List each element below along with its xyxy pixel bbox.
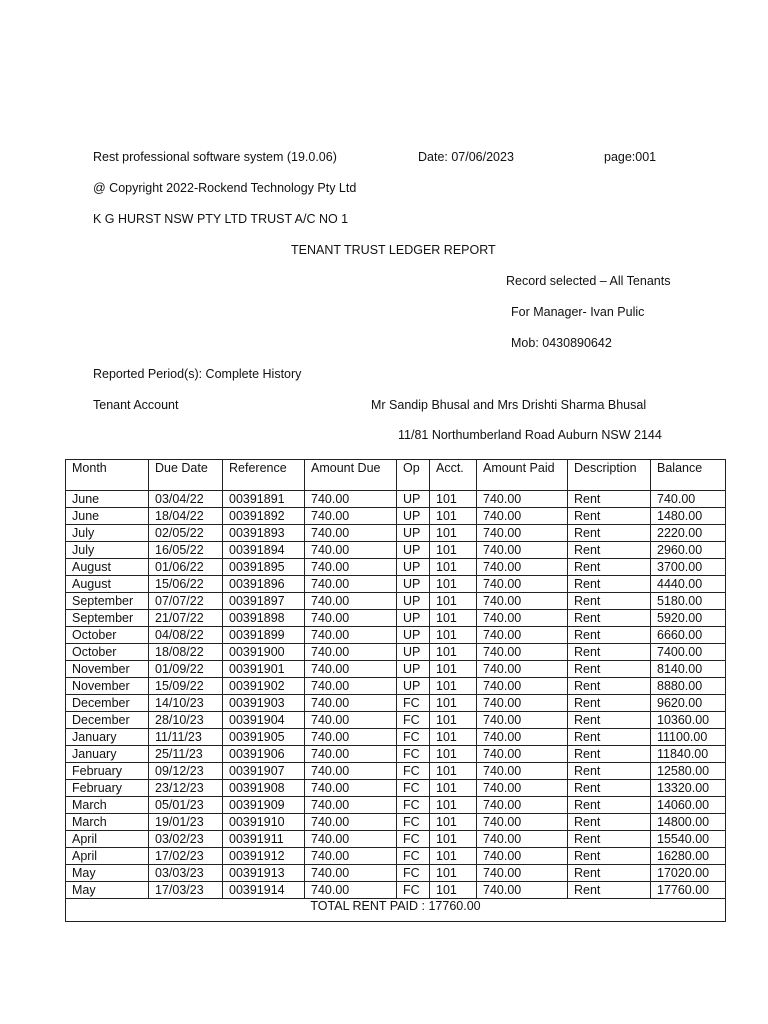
- cell-acct: 101: [430, 882, 477, 899]
- cell-month: March: [66, 814, 149, 831]
- cell-balance: 740.00: [651, 491, 726, 508]
- tenant-address: 11/81 Northumberland Road Auburn NSW 2144: [398, 428, 662, 442]
- cell-amount-paid: 740.00: [477, 593, 568, 610]
- cell-description: Rent: [568, 831, 651, 848]
- table-row: [66, 729, 726, 746]
- cell-month: December: [66, 712, 149, 729]
- cell-amount-paid: 740.00: [477, 848, 568, 865]
- cell-acct: 101: [430, 729, 477, 746]
- cell-amount-paid: 740.00: [477, 814, 568, 831]
- cell-reference: 00391908: [223, 780, 305, 797]
- cell-description: Rent: [568, 780, 651, 797]
- cell-due-date: 21/07/22: [149, 610, 223, 627]
- cell-op: UP: [397, 559, 430, 576]
- cell-reference: 00391902: [223, 678, 305, 695]
- cell-amount-due: 740.00: [305, 729, 397, 746]
- cell-balance: 8140.00: [651, 661, 726, 678]
- cell-amount-paid: 740.00: [477, 525, 568, 542]
- cell-op: FC: [397, 695, 430, 712]
- cell-month: February: [66, 763, 149, 780]
- cell-month: May: [66, 882, 149, 899]
- cell-amount-paid: 740.00: [477, 644, 568, 661]
- cell-op: FC: [397, 729, 430, 746]
- cell-op: FC: [397, 882, 430, 899]
- cell-description: Rent: [568, 882, 651, 899]
- cell-due-date: 23/12/23: [149, 780, 223, 797]
- cell-acct: 101: [430, 865, 477, 882]
- cell-description: Rent: [568, 508, 651, 525]
- cell-balance: 14800.00: [651, 814, 726, 831]
- trust-account-name: K G HURST NSW PTY LTD TRUST A/C NO 1: [93, 212, 349, 226]
- reported-period: Reported Period(s): Complete History: [93, 367, 302, 381]
- cell-op: FC: [397, 746, 430, 763]
- cell-reference: 00391901: [223, 661, 305, 678]
- cell-amount-paid: 740.00: [477, 542, 568, 559]
- cell-due-date: 28/10/23: [149, 712, 223, 729]
- cell-amount-paid: 740.00: [477, 729, 568, 746]
- cell-op: FC: [397, 797, 430, 814]
- cell-balance: 4440.00: [651, 576, 726, 593]
- table-row: [66, 610, 726, 627]
- cell-acct: 101: [430, 542, 477, 559]
- table-row: [66, 712, 726, 729]
- cell-amount-due: 740.00: [305, 542, 397, 559]
- cell-reference: 00391909: [223, 797, 305, 814]
- cell-due-date: 05/01/23: [149, 797, 223, 814]
- cell-acct: 101: [430, 712, 477, 729]
- cell-op: FC: [397, 831, 430, 848]
- cell-acct: 101: [430, 491, 477, 508]
- cell-due-date: 02/05/22: [149, 525, 223, 542]
- cell-amount-paid: 740.00: [477, 780, 568, 797]
- ledger-table: [65, 459, 726, 922]
- cell-reference: 00391897: [223, 593, 305, 610]
- tenant-names: Mr Sandip Bhusal and Mrs Drishti Sharma Bhusal: [371, 398, 647, 412]
- copyright-line: @ Copyright 2022-Rockend Technology Pty Ltd: [93, 181, 357, 195]
- cell-amount-paid: 740.00: [477, 610, 568, 627]
- table-row: [66, 559, 726, 576]
- col-acct-header: Acct.: [430, 460, 477, 491]
- cell-month: May: [66, 865, 149, 882]
- col-amount-due-header: Amount Due: [305, 460, 397, 491]
- cell-balance: 5920.00: [651, 610, 726, 627]
- cell-reference: 00391894: [223, 542, 305, 559]
- cell-due-date: 01/06/22: [149, 559, 223, 576]
- table-row: [66, 882, 726, 899]
- cell-op: UP: [397, 610, 430, 627]
- cell-amount-due: 740.00: [305, 508, 397, 525]
- cell-reference: 00391893: [223, 525, 305, 542]
- cell-month: August: [66, 559, 149, 576]
- table-row: [66, 525, 726, 542]
- cell-reference: 00391905: [223, 729, 305, 746]
- table-row: [66, 746, 726, 763]
- cell-reference: 00391898: [223, 610, 305, 627]
- table-row: [66, 814, 726, 831]
- table-row: [66, 797, 726, 814]
- cell-balance: 7400.00: [651, 644, 726, 661]
- cell-amount-paid: 740.00: [477, 797, 568, 814]
- cell-amount-paid: 740.00: [477, 712, 568, 729]
- cell-description: Rent: [568, 644, 651, 661]
- cell-balance: 12580.00: [651, 763, 726, 780]
- cell-op: FC: [397, 763, 430, 780]
- cell-reference: 00391903: [223, 695, 305, 712]
- cell-reference: 00391899: [223, 627, 305, 644]
- cell-acct: 101: [430, 678, 477, 695]
- cell-balance: 2960.00: [651, 542, 726, 559]
- cell-op: FC: [397, 848, 430, 865]
- cell-reference: 00391907: [223, 763, 305, 780]
- cell-acct: 101: [430, 661, 477, 678]
- cell-acct: 101: [430, 848, 477, 865]
- cell-amount-paid: 740.00: [477, 491, 568, 508]
- cell-op: UP: [397, 576, 430, 593]
- cell-balance: 8880.00: [651, 678, 726, 695]
- cell-description: Rent: [568, 593, 651, 610]
- cell-balance: 2220.00: [651, 525, 726, 542]
- cell-acct: 101: [430, 695, 477, 712]
- cell-month: October: [66, 627, 149, 644]
- cell-balance: 10360.00: [651, 712, 726, 729]
- cell-amount-due: 740.00: [305, 610, 397, 627]
- cell-due-date: 11/11/23: [149, 729, 223, 746]
- table-row: [66, 661, 726, 678]
- cell-acct: 101: [430, 797, 477, 814]
- cell-month: March: [66, 797, 149, 814]
- cell-op: UP: [397, 644, 430, 661]
- cell-reference: 00391910: [223, 814, 305, 831]
- cell-amount-paid: 740.00: [477, 695, 568, 712]
- cell-month: December: [66, 695, 149, 712]
- cell-acct: 101: [430, 627, 477, 644]
- cell-amount-paid: 740.00: [477, 576, 568, 593]
- cell-balance: 16280.00: [651, 848, 726, 865]
- cell-amount-due: 740.00: [305, 525, 397, 542]
- cell-description: Rent: [568, 559, 651, 576]
- cell-acct: 101: [430, 644, 477, 661]
- cell-description: Rent: [568, 576, 651, 593]
- cell-amount-paid: 740.00: [477, 678, 568, 695]
- cell-description: Rent: [568, 627, 651, 644]
- cell-amount-due: 740.00: [305, 695, 397, 712]
- cell-description: Rent: [568, 678, 651, 695]
- cell-description: Rent: [568, 763, 651, 780]
- cell-amount-due: 740.00: [305, 848, 397, 865]
- cell-month: November: [66, 678, 149, 695]
- cell-amount-paid: 740.00: [477, 763, 568, 780]
- cell-op: UP: [397, 627, 430, 644]
- cell-due-date: 03/03/23: [149, 865, 223, 882]
- col-due-date-header: Due Date: [149, 460, 223, 491]
- cell-month: September: [66, 610, 149, 627]
- cell-due-date: 09/12/23: [149, 763, 223, 780]
- cell-due-date: 16/05/22: [149, 542, 223, 559]
- cell-description: Rent: [568, 729, 651, 746]
- cell-due-date: 01/09/22: [149, 661, 223, 678]
- cell-reference: 00391892: [223, 508, 305, 525]
- cell-amount-due: 740.00: [305, 593, 397, 610]
- cell-month: February: [66, 780, 149, 797]
- cell-due-date: 15/06/22: [149, 576, 223, 593]
- cell-amount-due: 740.00: [305, 712, 397, 729]
- table-row: [66, 678, 726, 695]
- cell-description: Rent: [568, 746, 651, 763]
- cell-op: UP: [397, 508, 430, 525]
- cell-amount-due: 740.00: [305, 780, 397, 797]
- cell-month: January: [66, 746, 149, 763]
- cell-month: April: [66, 831, 149, 848]
- cell-amount-due: 740.00: [305, 882, 397, 899]
- cell-amount-paid: 740.00: [477, 627, 568, 644]
- cell-amount-due: 740.00: [305, 678, 397, 695]
- total-row: [66, 899, 726, 922]
- cell-balance: 14060.00: [651, 797, 726, 814]
- cell-balance: 13320.00: [651, 780, 726, 797]
- cell-due-date: 14/10/23: [149, 695, 223, 712]
- cell-balance: 11100.00: [651, 729, 726, 746]
- cell-op: UP: [397, 491, 430, 508]
- col-amount-paid-header: Amount Paid: [477, 460, 568, 491]
- cell-amount-due: 740.00: [305, 865, 397, 882]
- cell-acct: 101: [430, 576, 477, 593]
- table-row: [66, 780, 726, 797]
- cell-month: August: [66, 576, 149, 593]
- cell-amount-due: 740.00: [305, 661, 397, 678]
- table-row: [66, 695, 726, 712]
- table-row: [66, 542, 726, 559]
- cell-op: FC: [397, 865, 430, 882]
- cell-due-date: 25/11/23: [149, 746, 223, 763]
- cell-due-date: 18/04/22: [149, 508, 223, 525]
- manager-mobile: Mob: 0430890642: [511, 336, 612, 350]
- cell-op: FC: [397, 780, 430, 797]
- cell-amount-paid: 740.00: [477, 882, 568, 899]
- cell-acct: 101: [430, 746, 477, 763]
- record-selected: Record selected – All Tenants: [506, 274, 671, 288]
- cell-reference: 00391913: [223, 865, 305, 882]
- cell-amount-paid: 740.00: [477, 508, 568, 525]
- cell-balance: 6660.00: [651, 627, 726, 644]
- cell-acct: 101: [430, 831, 477, 848]
- cell-acct: 101: [430, 763, 477, 780]
- col-month-header: Month: [66, 460, 149, 491]
- cell-balance: 17760.00: [651, 882, 726, 899]
- cell-amount-due: 740.00: [305, 746, 397, 763]
- col-balance-header: Balance: [651, 460, 726, 491]
- cell-reference: 00391895: [223, 559, 305, 576]
- cell-month: September: [66, 593, 149, 610]
- cell-amount-due: 740.00: [305, 644, 397, 661]
- cell-reference: 00391891: [223, 491, 305, 508]
- cell-reference: 00391914: [223, 882, 305, 899]
- cell-description: Rent: [568, 797, 651, 814]
- cell-acct: 101: [430, 814, 477, 831]
- cell-balance: 15540.00: [651, 831, 726, 848]
- cell-due-date: 03/02/23: [149, 831, 223, 848]
- cell-amount-paid: 740.00: [477, 831, 568, 848]
- cell-description: Rent: [568, 865, 651, 882]
- cell-amount-due: 740.00: [305, 559, 397, 576]
- cell-amount-paid: 740.00: [477, 746, 568, 763]
- table-row: [66, 763, 726, 780]
- cell-amount-due: 740.00: [305, 831, 397, 848]
- cell-acct: 101: [430, 593, 477, 610]
- table-row: [66, 848, 726, 865]
- cell-month: November: [66, 661, 149, 678]
- table-row: [66, 576, 726, 593]
- cell-due-date: 19/01/23: [149, 814, 223, 831]
- cell-acct: 101: [430, 780, 477, 797]
- cell-month: June: [66, 491, 149, 508]
- table-row: [66, 627, 726, 644]
- cell-balance: 5180.00: [651, 593, 726, 610]
- manager-name: For Manager- Ivan Pulic: [511, 305, 645, 319]
- report-title: TENANT TRUST LEDGER REPORT: [291, 243, 496, 257]
- cell-acct: 101: [430, 610, 477, 627]
- cell-month: January: [66, 729, 149, 746]
- col-op-header: Op: [397, 460, 430, 491]
- cell-month: June: [66, 508, 149, 525]
- tenant-account-label: Tenant Account: [93, 398, 179, 412]
- col-reference-header: Reference: [223, 460, 305, 491]
- cell-op: UP: [397, 542, 430, 559]
- cell-description: Rent: [568, 610, 651, 627]
- cell-amount-paid: 740.00: [477, 661, 568, 678]
- cell-amount-due: 740.00: [305, 814, 397, 831]
- cell-amount-paid: 740.00: [477, 559, 568, 576]
- cell-acct: 101: [430, 508, 477, 525]
- cell-balance: 3700.00: [651, 559, 726, 576]
- table-row: [66, 508, 726, 525]
- header-row: [66, 460, 726, 491]
- cell-month: October: [66, 644, 149, 661]
- cell-due-date: 17/03/23: [149, 882, 223, 899]
- cell-balance: 1480.00: [651, 508, 726, 525]
- col-description-header: Description: [568, 460, 651, 491]
- cell-acct: 101: [430, 559, 477, 576]
- table-row: [66, 831, 726, 848]
- cell-description: Rent: [568, 525, 651, 542]
- cell-op: UP: [397, 678, 430, 695]
- cell-reference: 00391900: [223, 644, 305, 661]
- cell-description: Rent: [568, 491, 651, 508]
- cell-due-date: 18/08/22: [149, 644, 223, 661]
- cell-description: Rent: [568, 661, 651, 678]
- cell-due-date: 04/08/22: [149, 627, 223, 644]
- cell-month: April: [66, 848, 149, 865]
- cell-due-date: 17/02/23: [149, 848, 223, 865]
- cell-description: Rent: [568, 712, 651, 729]
- cell-amount-due: 740.00: [305, 627, 397, 644]
- cell-description: Rent: [568, 695, 651, 712]
- cell-reference: 00391906: [223, 746, 305, 763]
- cell-acct: 101: [430, 525, 477, 542]
- cell-op: UP: [397, 593, 430, 610]
- cell-reference: 00391896: [223, 576, 305, 593]
- table-row: [66, 491, 726, 508]
- cell-balance: 9620.00: [651, 695, 726, 712]
- cell-op: FC: [397, 712, 430, 729]
- ledger-body: [66, 491, 726, 899]
- cell-amount-due: 740.00: [305, 763, 397, 780]
- cell-amount-due: 740.00: [305, 576, 397, 593]
- cell-description: Rent: [568, 848, 651, 865]
- cell-balance: 17020.00: [651, 865, 726, 882]
- table-row: [66, 593, 726, 610]
- cell-reference: 00391911: [223, 831, 305, 848]
- cell-op: UP: [397, 525, 430, 542]
- cell-description: Rent: [568, 542, 651, 559]
- cell-due-date: 15/09/22: [149, 678, 223, 695]
- cell-amount-paid: 740.00: [477, 865, 568, 882]
- cell-op: FC: [397, 814, 430, 831]
- cell-amount-due: 740.00: [305, 797, 397, 814]
- cell-month: July: [66, 525, 149, 542]
- cell-month: July: [66, 542, 149, 559]
- table-row: [66, 865, 726, 882]
- cell-amount-due: 740.00: [305, 491, 397, 508]
- page-number: page:001: [604, 150, 657, 164]
- cell-reference: 00391904: [223, 712, 305, 729]
- report-date: Date: 07/06/2023: [418, 150, 514, 164]
- cell-balance: 11840.00: [651, 746, 726, 763]
- cell-due-date: 03/04/22: [149, 491, 223, 508]
- cell-due-date: 07/07/22: [149, 593, 223, 610]
- cell-reference: 00391912: [223, 848, 305, 865]
- total-rent-paid: TOTAL RENT PAID : 17760.00: [66, 899, 726, 922]
- cell-description: Rent: [568, 814, 651, 831]
- software-version: Rest professional software system (19.0.06): [93, 150, 337, 164]
- cell-op: UP: [397, 661, 430, 678]
- table-row: [66, 644, 726, 661]
